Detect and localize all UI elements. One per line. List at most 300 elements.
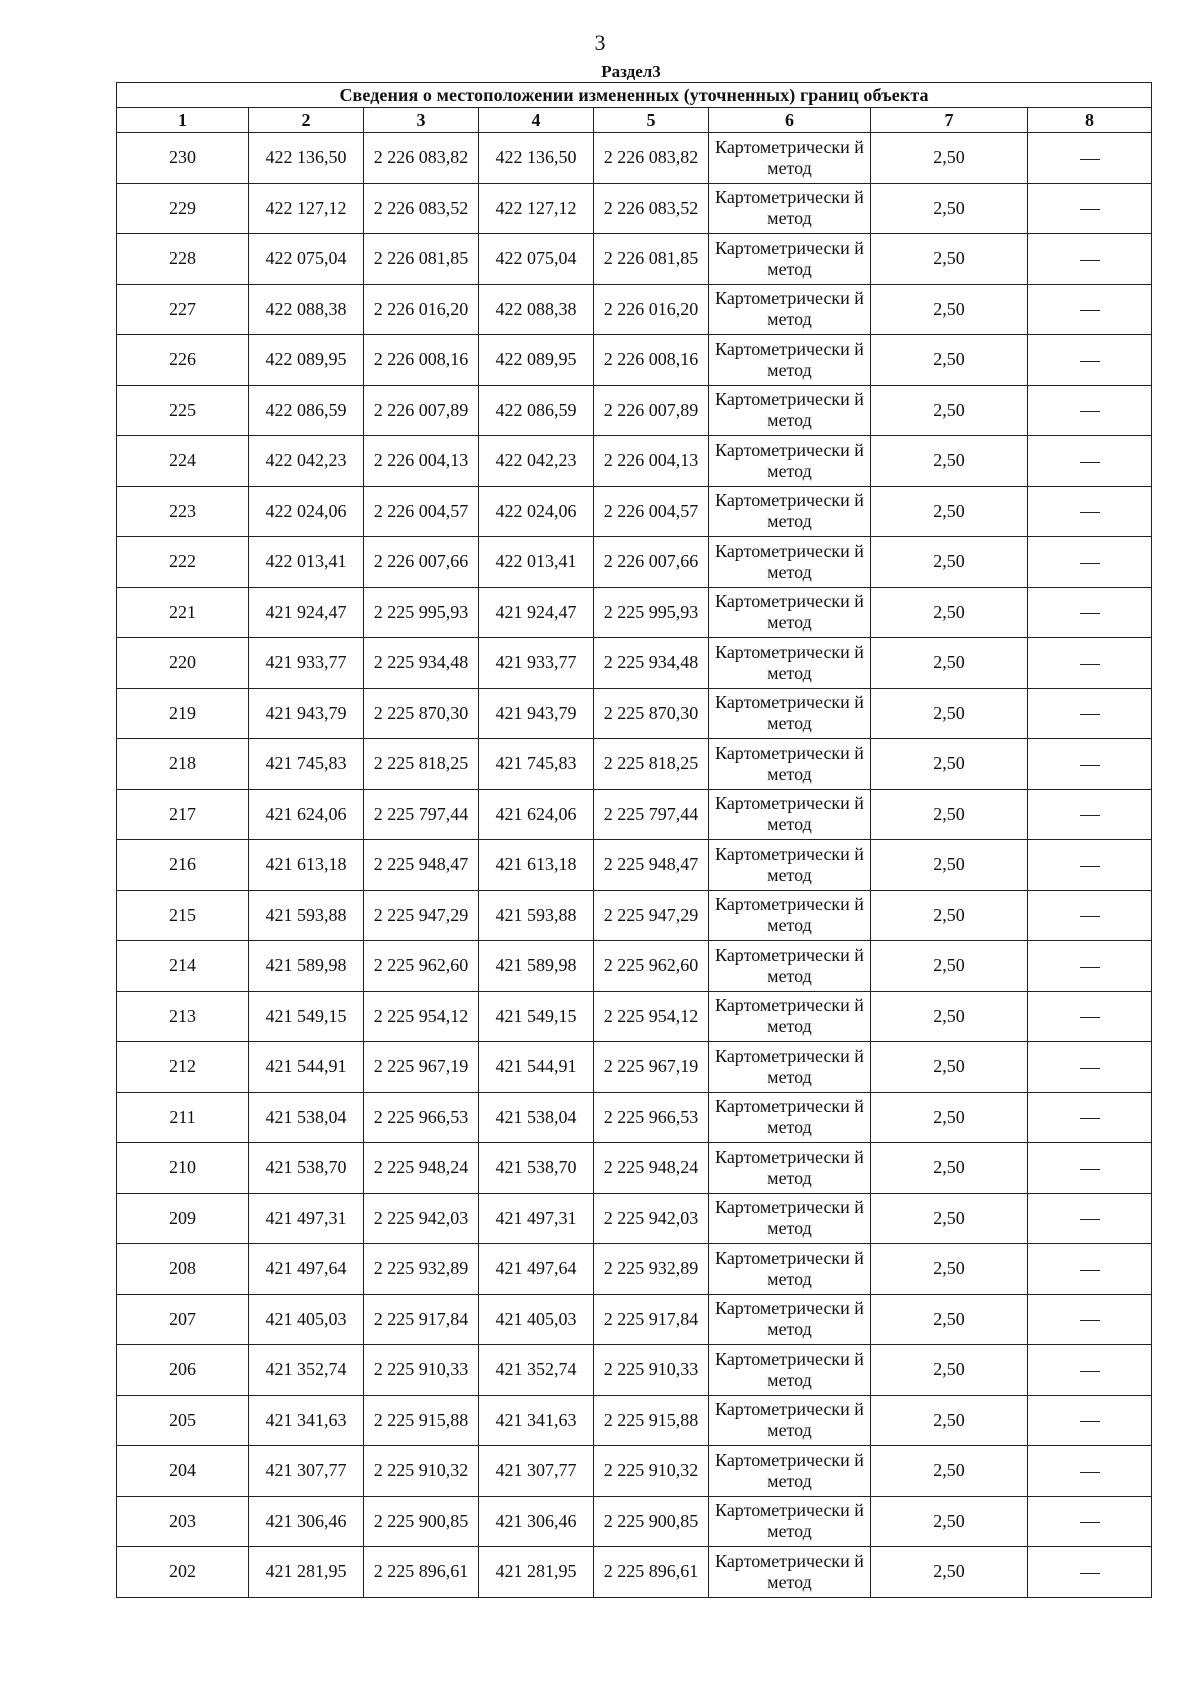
x-old-cell: 421 405,03 — [249, 1294, 364, 1345]
method-cell: Картометрически й метод — [709, 486, 871, 537]
x-new-cell: 421 924,47 — [479, 587, 594, 638]
precision-cell: 2,50 — [871, 385, 1028, 436]
description-cell — [1028, 638, 1152, 689]
table-row — [117, 537, 1152, 588]
table-row — [117, 1143, 1152, 1194]
x-new-cell: 421 538,04 — [479, 1092, 594, 1143]
table-row — [117, 486, 1152, 537]
empty-value-dash — [1080, 209, 1100, 210]
precision-cell: 2,50 — [871, 436, 1028, 487]
y-old-cell: 2 226 081,85 — [364, 234, 479, 285]
y-new-cell: 2 225 934,48 — [594, 638, 709, 689]
precision-cell: 2,50 — [871, 587, 1028, 638]
table-row — [117, 133, 1152, 184]
y-new-cell: 2 225 797,44 — [594, 789, 709, 840]
x-new-cell: 421 933,77 — [479, 638, 594, 689]
x-new-cell: 421 306,46 — [479, 1496, 594, 1547]
x-old-cell: 421 306,46 — [249, 1496, 364, 1547]
y-old-cell: 2 225 818,25 — [364, 739, 479, 790]
x-old-cell: 421 538,04 — [249, 1092, 364, 1143]
y-new-cell: 2 225 917,84 — [594, 1294, 709, 1345]
description-cell — [1028, 840, 1152, 891]
y-old-cell: 2 225 947,29 — [364, 890, 479, 941]
point-number-cell: 229 — [117, 183, 249, 234]
method-cell: Картометрически й метод — [709, 1294, 871, 1345]
description-cell — [1028, 587, 1152, 638]
x-old-cell: 421 593,88 — [249, 890, 364, 941]
precision-cell: 2,50 — [871, 1446, 1028, 1497]
table-row — [117, 688, 1152, 739]
table-row — [117, 1345, 1152, 1396]
precision-cell: 2,50 — [871, 1143, 1028, 1194]
y-new-cell: 2 225 966,53 — [594, 1092, 709, 1143]
empty-value-dash — [1080, 512, 1100, 513]
x-new-cell: 421 341,63 — [479, 1395, 594, 1446]
point-number-cell: 207 — [117, 1294, 249, 1345]
y-old-cell: 2 225 995,93 — [364, 587, 479, 638]
point-number-cell: 204 — [117, 1446, 249, 1497]
point-number-cell: 224 — [117, 436, 249, 487]
y-new-cell: 2 225 948,47 — [594, 840, 709, 891]
description-cell — [1028, 890, 1152, 941]
y-new-cell: 2 225 948,24 — [594, 1143, 709, 1194]
y-old-cell: 2 226 083,52 — [364, 183, 479, 234]
precision-cell: 2,50 — [871, 991, 1028, 1042]
y-new-cell: 2 226 081,85 — [594, 234, 709, 285]
x-new-cell: 421 307,77 — [479, 1446, 594, 1497]
method-cell: Картометрически й метод — [709, 1446, 871, 1497]
x-old-cell: 421 933,77 — [249, 638, 364, 689]
x-old-cell: 421 589,98 — [249, 941, 364, 992]
table-row — [117, 183, 1152, 234]
method-cell: Картометрически й метод — [709, 688, 871, 739]
table-row — [117, 1547, 1152, 1598]
column-header: 2 — [249, 108, 364, 133]
description-cell — [1028, 789, 1152, 840]
x-new-cell: 421 549,15 — [479, 991, 594, 1042]
x-new-cell: 421 497,64 — [479, 1244, 594, 1295]
description-cell — [1028, 1193, 1152, 1244]
empty-value-dash — [1080, 1118, 1100, 1119]
coordinates-table — [116, 82, 1152, 1598]
x-new-cell: 422 088,38 — [479, 284, 594, 335]
precision-cell: 2,50 — [871, 688, 1028, 739]
y-old-cell: 2 225 954,12 — [364, 991, 479, 1042]
x-old-cell: 421 538,70 — [249, 1143, 364, 1194]
point-number-cell: 228 — [117, 234, 249, 285]
description-cell — [1028, 1547, 1152, 1598]
y-new-cell: 2 225 995,93 — [594, 587, 709, 638]
table-caption-row — [117, 83, 1152, 108]
x-new-cell: 421 281,95 — [479, 1547, 594, 1598]
description-cell — [1028, 1244, 1152, 1295]
x-old-cell: 421 497,64 — [249, 1244, 364, 1295]
point-number-cell: 206 — [117, 1345, 249, 1396]
precision-cell: 2,50 — [871, 486, 1028, 537]
description-cell — [1028, 385, 1152, 436]
y-old-cell: 2 226 004,13 — [364, 436, 479, 487]
column-header: 5 — [594, 108, 709, 133]
column-header: 8 — [1028, 108, 1152, 133]
x-new-cell: 421 589,98 — [479, 941, 594, 992]
y-new-cell: 2 225 910,32 — [594, 1446, 709, 1497]
y-new-cell: 2 225 910,33 — [594, 1345, 709, 1396]
precision-cell: 2,50 — [871, 1042, 1028, 1093]
point-number-cell: 210 — [117, 1143, 249, 1194]
table-row — [117, 840, 1152, 891]
y-new-cell: 2 225 967,19 — [594, 1042, 709, 1093]
table-row — [117, 587, 1152, 638]
y-new-cell: 2 226 016,20 — [594, 284, 709, 335]
x-old-cell: 422 013,41 — [249, 537, 364, 588]
y-old-cell: 2 225 967,19 — [364, 1042, 479, 1093]
point-number-cell: 215 — [117, 890, 249, 941]
method-cell: Картометрически й метод — [709, 537, 871, 588]
x-old-cell: 422 127,12 — [249, 183, 364, 234]
method-cell: Картометрически й метод — [709, 1496, 871, 1547]
point-number-cell: 221 — [117, 587, 249, 638]
table-row — [117, 1193, 1152, 1244]
y-old-cell: 2 225 900,85 — [364, 1496, 479, 1547]
x-new-cell: 421 943,79 — [479, 688, 594, 739]
x-new-cell: 421 538,70 — [479, 1143, 594, 1194]
method-cell: Картометрически й метод — [709, 587, 871, 638]
point-number-cell: 230 — [117, 133, 249, 184]
table-row — [117, 638, 1152, 689]
precision-cell: 2,50 — [871, 1294, 1028, 1345]
y-old-cell: 2 226 004,57 — [364, 486, 479, 537]
y-old-cell: 2 225 966,53 — [364, 1092, 479, 1143]
method-cell: Картометрически й метод — [709, 1143, 871, 1194]
x-old-cell: 421 341,63 — [249, 1395, 364, 1446]
empty-value-dash — [1080, 563, 1100, 564]
x-old-cell: 422 024,06 — [249, 486, 364, 537]
method-cell: Картометрически й метод — [709, 1092, 871, 1143]
table-row — [117, 789, 1152, 840]
empty-value-dash — [1080, 361, 1100, 362]
method-cell: Картометрически й метод — [709, 991, 871, 1042]
description-cell — [1028, 739, 1152, 790]
table-row — [117, 234, 1152, 285]
method-cell: Картометрически й метод — [709, 284, 871, 335]
empty-value-dash — [1080, 1169, 1100, 1170]
description-cell — [1028, 183, 1152, 234]
precision-cell: 2,50 — [871, 133, 1028, 184]
x-new-cell: 421 405,03 — [479, 1294, 594, 1345]
x-old-cell: 422 089,95 — [249, 335, 364, 386]
description-cell — [1028, 1446, 1152, 1497]
y-old-cell: 2 225 910,33 — [364, 1345, 479, 1396]
x-old-cell: 422 042,23 — [249, 436, 364, 487]
y-old-cell: 2 225 896,61 — [364, 1547, 479, 1598]
x-new-cell: 422 089,95 — [479, 335, 594, 386]
empty-value-dash — [1080, 1219, 1100, 1220]
x-new-cell: 421 593,88 — [479, 890, 594, 941]
x-old-cell: 421 307,77 — [249, 1446, 364, 1497]
y-old-cell: 2 226 007,66 — [364, 537, 479, 588]
y-old-cell: 2 225 948,24 — [364, 1143, 479, 1194]
x-new-cell: 422 024,06 — [479, 486, 594, 537]
page-number: 3 — [594, 30, 606, 55]
point-number-cell: 205 — [117, 1395, 249, 1446]
precision-cell: 2,50 — [871, 234, 1028, 285]
y-new-cell: 2 226 007,66 — [594, 537, 709, 588]
y-new-cell: 2 225 942,03 — [594, 1193, 709, 1244]
empty-value-dash — [1080, 411, 1100, 412]
point-number-cell: 223 — [117, 486, 249, 537]
empty-value-dash — [1080, 714, 1100, 715]
column-header: 1 — [117, 108, 249, 133]
table-row — [117, 1395, 1152, 1446]
x-new-cell: 421 624,06 — [479, 789, 594, 840]
method-cell: Картометрически й метод — [709, 638, 871, 689]
point-number-cell: 203 — [117, 1496, 249, 1547]
description-cell — [1028, 1042, 1152, 1093]
precision-cell: 2,50 — [871, 1547, 1028, 1598]
table-row — [117, 890, 1152, 941]
x-new-cell: 422 136,50 — [479, 133, 594, 184]
method-cell: Картометрически й метод — [709, 335, 871, 386]
x-old-cell: 421 281,95 — [249, 1547, 364, 1598]
empty-value-dash — [1080, 159, 1100, 160]
description-cell — [1028, 436, 1152, 487]
x-old-cell: 421 624,06 — [249, 789, 364, 840]
table-row — [117, 436, 1152, 487]
precision-cell: 2,50 — [871, 284, 1028, 335]
method-cell: Картометрически й метод — [709, 840, 871, 891]
empty-value-dash — [1080, 1017, 1100, 1018]
x-old-cell: 422 086,59 — [249, 385, 364, 436]
precision-cell: 2,50 — [871, 941, 1028, 992]
x-old-cell: 421 745,83 — [249, 739, 364, 790]
description-cell — [1028, 688, 1152, 739]
x-new-cell: 422 127,12 — [479, 183, 594, 234]
description-cell — [1028, 234, 1152, 285]
table-row — [117, 991, 1152, 1042]
precision-cell: 2,50 — [871, 1496, 1028, 1547]
x-old-cell: 421 544,91 — [249, 1042, 364, 1093]
point-number-cell: 219 — [117, 688, 249, 739]
method-cell: Картометрически й метод — [709, 385, 871, 436]
point-number-cell: 213 — [117, 991, 249, 1042]
y-new-cell: 2 225 932,89 — [594, 1244, 709, 1295]
empty-value-dash — [1080, 1573, 1100, 1574]
y-old-cell: 2 225 797,44 — [364, 789, 479, 840]
method-cell: Картометрически й метод — [709, 1547, 871, 1598]
y-new-cell: 2 226 083,82 — [594, 133, 709, 184]
point-number-cell: 218 — [117, 739, 249, 790]
y-old-cell: 2 226 016,20 — [364, 284, 479, 335]
method-cell: Картометрически й метод — [709, 234, 871, 285]
table-row — [117, 1294, 1152, 1345]
y-new-cell: 2 226 083,52 — [594, 183, 709, 234]
empty-value-dash — [1080, 1270, 1100, 1271]
column-header-row — [117, 108, 1152, 133]
empty-value-dash — [1080, 1371, 1100, 1372]
y-new-cell: 2 225 954,12 — [594, 991, 709, 1042]
method-cell: Картометрически й метод — [709, 1244, 871, 1295]
y-old-cell: 2 225 942,03 — [364, 1193, 479, 1244]
method-cell: Картометрически й метод — [709, 789, 871, 840]
table-row — [117, 1446, 1152, 1497]
x-old-cell: 421 943,79 — [249, 688, 364, 739]
method-cell: Картометрически й метод — [709, 890, 871, 941]
precision-cell: 2,50 — [871, 638, 1028, 689]
x-new-cell: 422 086,59 — [479, 385, 594, 436]
table-row — [117, 385, 1152, 436]
y-new-cell: 2 225 947,29 — [594, 890, 709, 941]
method-cell: Картометрически й метод — [709, 1345, 871, 1396]
description-cell — [1028, 1345, 1152, 1396]
point-number-cell: 217 — [117, 789, 249, 840]
empty-value-dash — [1080, 1472, 1100, 1473]
y-old-cell: 2 226 007,89 — [364, 385, 479, 436]
empty-value-dash — [1080, 967, 1100, 968]
y-new-cell: 2 225 818,25 — [594, 739, 709, 790]
precision-cell: 2,50 — [871, 183, 1028, 234]
description-cell — [1028, 941, 1152, 992]
point-number-cell: 222 — [117, 537, 249, 588]
y-new-cell: 2 226 004,13 — [594, 436, 709, 487]
empty-value-dash — [1080, 260, 1100, 261]
x-new-cell: 421 613,18 — [479, 840, 594, 891]
table-row — [117, 1042, 1152, 1093]
method-cell: Картометрически й метод — [709, 133, 871, 184]
x-new-cell: 421 352,74 — [479, 1345, 594, 1396]
y-new-cell: 2 225 870,30 — [594, 688, 709, 739]
x-old-cell: 422 136,50 — [249, 133, 364, 184]
empty-value-dash — [1080, 1320, 1100, 1321]
point-number-cell: 211 — [117, 1092, 249, 1143]
x-new-cell: 422 042,23 — [479, 436, 594, 487]
description-cell — [1028, 284, 1152, 335]
empty-value-dash — [1080, 866, 1100, 867]
precision-cell: 2,50 — [871, 890, 1028, 941]
table-row — [117, 284, 1152, 335]
x-old-cell: 421 924,47 — [249, 587, 364, 638]
method-cell: Картометрически й метод — [709, 183, 871, 234]
empty-value-dash — [1080, 765, 1100, 766]
description-cell — [1028, 335, 1152, 386]
precision-cell: 2,50 — [871, 840, 1028, 891]
x-old-cell: 422 075,04 — [249, 234, 364, 285]
point-number-cell: 212 — [117, 1042, 249, 1093]
precision-cell: 2,50 — [871, 1244, 1028, 1295]
y-old-cell: 2 225 948,47 — [364, 840, 479, 891]
y-new-cell: 2 225 915,88 — [594, 1395, 709, 1446]
column-header: 3 — [364, 108, 479, 133]
precision-cell: 2,50 — [871, 537, 1028, 588]
empty-value-dash — [1080, 1421, 1100, 1422]
section-title: Раздел3 — [601, 62, 661, 81]
point-number-cell: 226 — [117, 335, 249, 386]
y-new-cell: 2 225 896,61 — [594, 1547, 709, 1598]
y-old-cell: 2 225 910,32 — [364, 1446, 479, 1497]
point-number-cell: 214 — [117, 941, 249, 992]
precision-cell: 2,50 — [871, 1193, 1028, 1244]
point-number-cell: 220 — [117, 638, 249, 689]
description-cell — [1028, 133, 1152, 184]
description-cell — [1028, 1092, 1152, 1143]
table-row — [117, 1092, 1152, 1143]
x-old-cell: 421 613,18 — [249, 840, 364, 891]
point-number-cell: 225 — [117, 385, 249, 436]
description-cell — [1028, 1143, 1152, 1194]
description-cell — [1028, 1294, 1152, 1345]
method-cell: Картометрически й метод — [709, 1042, 871, 1093]
y-old-cell: 2 225 870,30 — [364, 688, 479, 739]
x-old-cell: 421 497,31 — [249, 1193, 364, 1244]
x-old-cell: 421 352,74 — [249, 1345, 364, 1396]
x-new-cell: 421 497,31 — [479, 1193, 594, 1244]
point-number-cell: 202 — [117, 1547, 249, 1598]
empty-value-dash — [1080, 664, 1100, 665]
empty-value-dash — [1080, 1068, 1100, 1069]
method-cell: Картометрически й метод — [709, 739, 871, 790]
point-number-cell: 216 — [117, 840, 249, 891]
table-row — [117, 1496, 1152, 1547]
description-cell — [1028, 1496, 1152, 1547]
table-row — [117, 1244, 1152, 1295]
y-old-cell: 2 225 915,88 — [364, 1395, 479, 1446]
point-number-cell: 227 — [117, 284, 249, 335]
empty-value-dash — [1080, 1522, 1100, 1523]
y-new-cell: 2 225 962,60 — [594, 941, 709, 992]
column-header: 6 — [709, 108, 871, 133]
x-new-cell: 422 013,41 — [479, 537, 594, 588]
y-new-cell: 2 226 004,57 — [594, 486, 709, 537]
precision-cell: 2,50 — [871, 739, 1028, 790]
y-old-cell: 2 225 934,48 — [364, 638, 479, 689]
y-old-cell: 2 225 917,84 — [364, 1294, 479, 1345]
description-cell — [1028, 991, 1152, 1042]
point-number-cell: 208 — [117, 1244, 249, 1295]
y-old-cell: 2 226 008,16 — [364, 335, 479, 386]
x-old-cell: 422 088,38 — [249, 284, 364, 335]
x-new-cell: 421 544,91 — [479, 1042, 594, 1093]
description-cell — [1028, 537, 1152, 588]
precision-cell: 2,50 — [871, 789, 1028, 840]
method-cell: Картометрически й метод — [709, 436, 871, 487]
x-new-cell: 422 075,04 — [479, 234, 594, 285]
description-cell — [1028, 1395, 1152, 1446]
precision-cell: 2,50 — [871, 335, 1028, 386]
empty-value-dash — [1080, 462, 1100, 463]
column-header: 7 — [871, 108, 1028, 133]
y-old-cell: 2 225 962,60 — [364, 941, 479, 992]
precision-cell: 2,50 — [871, 1345, 1028, 1396]
point-number-cell: 209 — [117, 1193, 249, 1244]
y-new-cell: 2 226 007,89 — [594, 385, 709, 436]
empty-value-dash — [1080, 916, 1100, 917]
y-old-cell: 2 226 083,82 — [364, 133, 479, 184]
x-old-cell: 421 549,15 — [249, 991, 364, 1042]
precision-cell: 2,50 — [871, 1395, 1028, 1446]
method-cell: Картометрически й метод — [709, 1395, 871, 1446]
table-row — [117, 941, 1152, 992]
table-row — [117, 335, 1152, 386]
empty-value-dash — [1080, 613, 1100, 614]
description-cell — [1028, 486, 1152, 537]
precision-cell: 2,50 — [871, 1092, 1028, 1143]
table-row — [117, 739, 1152, 790]
column-header: 4 — [479, 108, 594, 133]
y-new-cell: 2 225 900,85 — [594, 1496, 709, 1547]
empty-value-dash — [1080, 310, 1100, 311]
x-new-cell: 421 745,83 — [479, 739, 594, 790]
empty-value-dash — [1080, 815, 1100, 816]
y-new-cell: 2 226 008,16 — [594, 335, 709, 386]
